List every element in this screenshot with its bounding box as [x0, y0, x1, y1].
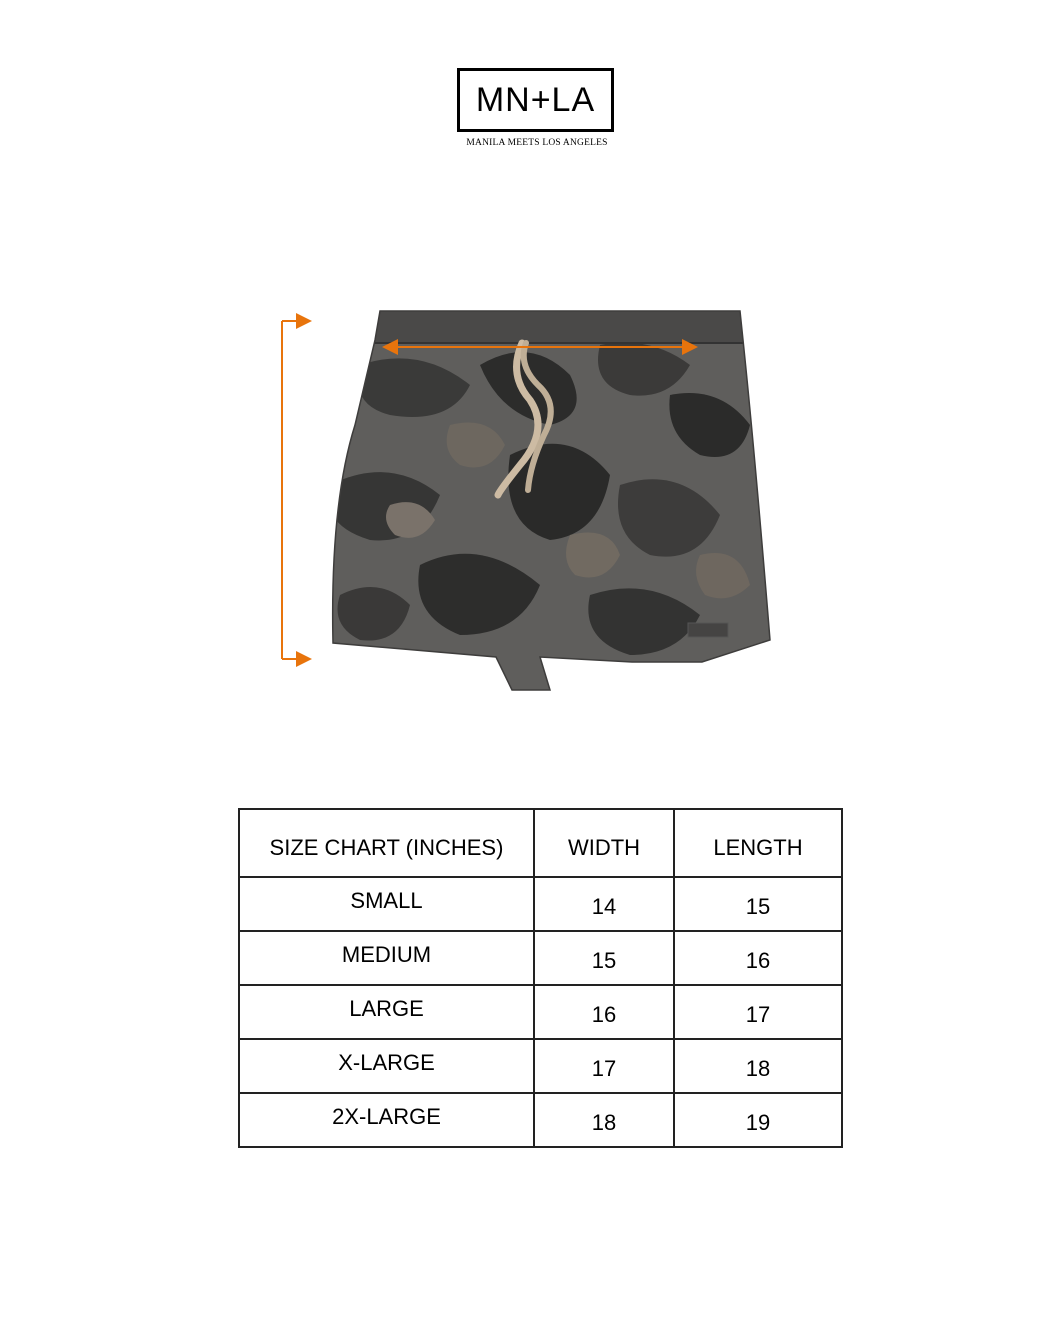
- size-chart-table: [238, 808, 843, 1148]
- length-value: 19: [674, 1093, 842, 1147]
- shorts-illustration: [270, 305, 790, 705]
- table-row: [239, 1039, 842, 1093]
- table-row: [239, 985, 842, 1039]
- size-label: 2X-LARGE: [239, 1093, 534, 1147]
- header-length: LENGTH: [674, 809, 842, 877]
- table-row: [239, 1093, 842, 1147]
- width-value: 14: [534, 877, 674, 931]
- brand-logo: [457, 68, 614, 132]
- header-width: WIDTH: [534, 809, 674, 877]
- width-value: 17: [534, 1039, 674, 1093]
- width-value: 18: [534, 1093, 674, 1147]
- header-size-chart: SIZE CHART (INCHES): [239, 809, 534, 877]
- size-label: LARGE: [239, 985, 534, 1039]
- length-measure-arrow: [282, 321, 310, 659]
- length-value: 18: [674, 1039, 842, 1093]
- width-value: 15: [534, 931, 674, 985]
- table-row: [239, 931, 842, 985]
- length-value: 15: [674, 877, 842, 931]
- size-label: MEDIUM: [239, 931, 534, 985]
- table-row: [239, 877, 842, 931]
- label-patch: [688, 623, 728, 637]
- width-value: 16: [534, 985, 674, 1039]
- size-chart-header-row: [239, 809, 842, 877]
- length-value: 17: [674, 985, 842, 1039]
- size-label: SMALL: [239, 877, 534, 931]
- length-value: 16: [674, 931, 842, 985]
- brand-tagline: MANILA MEETS LOS ANGELES: [466, 138, 608, 148]
- size-label: X-LARGE: [239, 1039, 534, 1093]
- brand-logo-text: MN+LA: [475, 80, 596, 119]
